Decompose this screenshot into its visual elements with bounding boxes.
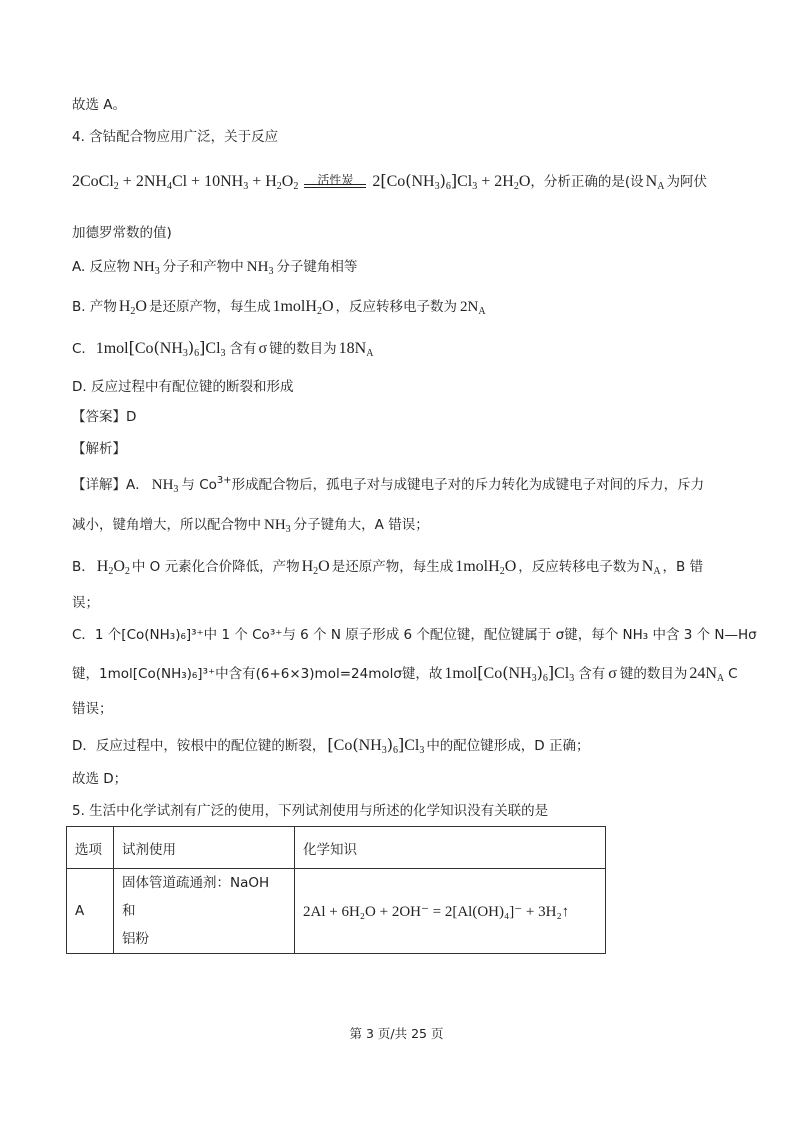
detail-c-line2: 键，1mol[Co(NH₃)₆]³⁺中含有(6+6×3)mol=24molσ键，故 $1mol[Co(NH_3)_6]Cl_3$ 含有 σ 键的数目为 $24N_A$ C	[72, 663, 738, 684]
header-usage: 试剂使用	[114, 827, 295, 869]
detail-c-line1: C．1 个[Co(NH₃)₆]³⁺中 1 个 Co³⁺与 6 个 N 原子形成 6 个配位键，配位键属于 σ键，每个 NH₃ 中含 3 个 N—Hσ	[72, 627, 757, 643]
reaction-equation: 2CoCl$_2$ + $2NH_4Cl + 10NH_3 + H_2O_2$	[72, 173, 299, 192]
question-4-continuation: 加德罗常数的值)	[72, 225, 172, 241]
detail-a-line2: 减小，键角增大，所以配合物中 $NH_3$ 分子键角大，A 错误；	[72, 517, 429, 535]
detail-d-line: D．反应过程中，铵根中的配位键的断裂， $[Co(NH_3)_6]Cl_3$ 中的配位键形成，D 正确；	[72, 735, 590, 756]
detail-b-line1: B． $H_2O_2$ 中 O 元素化合价降低，产物 $H_2O$ 是还原产物，每生成 1molH$_2$O ，反应转移电子数为 $N_A$ ，B 错	[72, 558, 704, 577]
header-knowledge: 化学知识	[295, 827, 606, 869]
detail-c-line3: 错误；	[72, 701, 113, 717]
question-5-intro: 5. 生活中化学试剂有广泛的使用，下列试剂使用与所述的化学知识没有关联的是	[72, 803, 549, 819]
row-a-knowledge: 2Al + 6H₂O + 2OH⁻ = 2[Al(OH)₄]⁻ + 3H₂↑	[295, 869, 606, 954]
option-b: B. 产物 $H_2O$ 是还原产物，每生成 1molH$_2$O ，反应转移电子数为 $2N_A$	[72, 298, 486, 317]
prev-answer-conclusion: 故选 A。	[72, 97, 127, 113]
answer-line: 【答案】D	[72, 409, 137, 425]
option-a: A. 反应物 $NH_3$ 分子和产物中 $NH_3$ 分子键角相等	[72, 259, 358, 277]
table-row	[67, 869, 606, 954]
conclusion-d: 故选 D；	[72, 771, 128, 787]
table-header-row	[67, 827, 606, 869]
option-d: D. 反应过程中有配位键的断裂和形成	[72, 379, 294, 395]
catalyst-label: 活性炭	[317, 173, 354, 187]
reaction-arrow	[304, 167, 366, 197]
detail-b-line2: 误；	[72, 595, 99, 611]
header-option: 选项	[67, 827, 114, 869]
question-4-equation-line: 2CoCl$_2$ + $2NH_4Cl + 10NH_3 + H_2O_2$ 活性炭 $2[Co(NH_3)_6]Cl_3 + 2H_2O$，分析正确的是(设 $N_A$ 为阿伏	[72, 166, 707, 197]
detail-a-line1: 【详解】A． $NH_3$ 与 $Co^{3+}$形成配合物后，孤电子对与成键电子对的斥力转化为成键电子对间的斥力，斥力	[72, 475, 705, 495]
page-footer: 第 3 页/共 25 页	[349, 1026, 444, 1041]
analysis-tag: 【解析】	[72, 441, 126, 457]
question-4-intro: 4. 含钴配合物应用广泛，关于反应	[72, 129, 279, 145]
row-a-option: A	[67, 869, 114, 954]
option-c: C. $1mol[Co(NH_3)_6]Cl_3$ 含有 σ 键的数目为 $18N_A$	[72, 338, 374, 359]
question-5-table	[66, 826, 606, 954]
row-a-usage: 固体管道疏通剂：NaOH 和 铝粉	[114, 869, 295, 954]
